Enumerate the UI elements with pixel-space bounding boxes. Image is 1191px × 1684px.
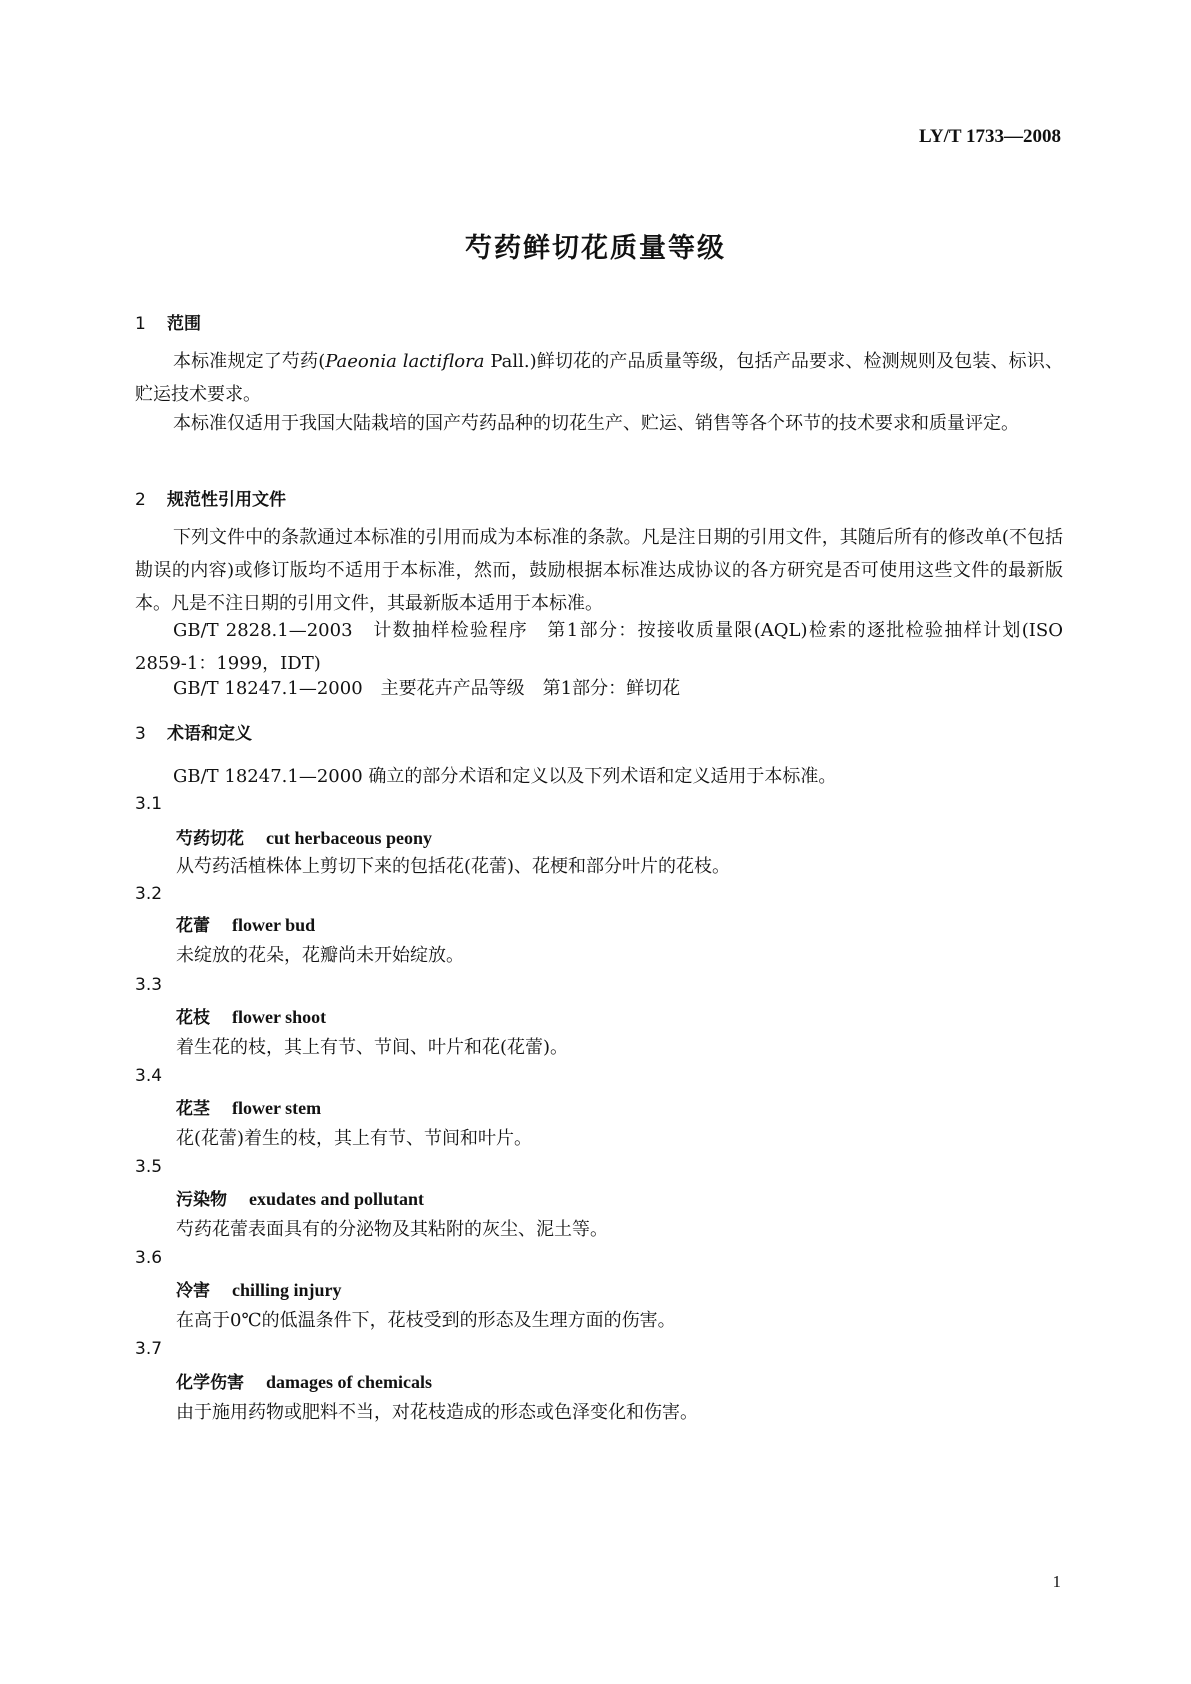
term-cn: 冷害 (176, 1281, 210, 1301)
latin-name: Paeonia lactiflora (325, 351, 485, 372)
term-heading (176, 1368, 432, 1393)
text-run: 本标准规定了芍药( (173, 351, 326, 372)
term-number: 3.7 (135, 1339, 163, 1359)
section-1-heading (135, 309, 201, 334)
term-heading (176, 824, 432, 849)
term-cn: 花茎 (176, 1099, 210, 1119)
section-number: 1 (135, 314, 146, 334)
term-heading (176, 1094, 321, 1119)
term-number: 3.2 (135, 884, 163, 904)
term-cn: 污染物 (176, 1190, 227, 1210)
term-heading (176, 1276, 342, 1301)
term-number: 3.1 (135, 794, 163, 814)
term-definition: 花(花蕾)着生的枝，其上有节、节间和叶片。 (176, 1128, 533, 1149)
term-cn: 花枝 (176, 1008, 210, 1028)
page-number: 1 (1052, 1572, 1061, 1591)
term-heading (176, 1003, 326, 1028)
page-title: 芍药鲜切花质量等级 (465, 233, 726, 264)
term-definition: 着生花的枝，其上有节、节间、叶片和花(花蕾)。 (176, 1037, 569, 1058)
term-en: flower shoot (232, 1007, 327, 1027)
section-2-paragraph: 下列文件中的条款通过本标准的引用而成为本标准的条款。凡是注日期的引用文件，其随后所有的修改单(不包括勘误的内容)或修订版均不适用于本标准，然而，鼓励根据本标准达成协议的各方研究是否可使用这些文件的最新版本。凡是不注日期的引用文件，其最新版本适用于本标准。 (135, 527, 1063, 614)
term-en: cut herbaceous peony (266, 828, 432, 848)
term-definition: 从芍药活植株体上剪切下来的包括花(花蕾)、花梗和部分叶片的花枝。 (176, 856, 731, 877)
term-en: chilling injury (232, 1280, 342, 1300)
text-run: Pall.)鲜切花的产品质量等级，包括产品要求、检测规则及包装、标识、贮运技术要求。 (135, 351, 1063, 405)
term-en: exudates and pollutant (249, 1189, 425, 1209)
section-title: 范围 (167, 314, 201, 334)
term-en: flower bud (232, 915, 316, 935)
term-number: 3.5 (135, 1157, 163, 1177)
term-heading (176, 1185, 424, 1210)
term-en: damages of chemicals (266, 1372, 432, 1392)
term-number: 3.4 (135, 1066, 163, 1086)
term-definition: 芍药花蕾表面具有的分泌物及其粘附的灰尘、泥土等。 (176, 1219, 608, 1240)
section-title: 术语和定义 (167, 724, 252, 744)
term-heading (176, 911, 315, 936)
term-number: 3.3 (135, 975, 163, 995)
term-definition: 由于施用药物或肥料不当，对花枝造成的形态或色泽变化和伤害。 (176, 1402, 698, 1423)
term-cn: 芍药切花 (176, 829, 244, 849)
section-1-paragraph-1 (135, 345, 1063, 411)
section-1-paragraph-2: 本标准仅适用于我国大陆栽培的国产芍药品种的切花生产、贮运、销售等各个环节的技术要求和质量评定。 (173, 413, 1019, 434)
section-2-heading (135, 485, 286, 510)
section-3-heading (135, 719, 252, 744)
term-number: 3.6 (135, 1248, 163, 1268)
term-definition: 在高于0℃的低温条件下，花枝受到的形态及生理方面的伤害。 (176, 1310, 676, 1331)
term-cn: 化学伤害 (176, 1373, 244, 1393)
normative-reference-1: GB/T 2828.1—2003 计数抽样检验程序 第1部分：按接收质量限(AQL)检索的逐批检验抽样计划(ISO 2859-1：1999，IDT) (135, 620, 1063, 674)
term-en: flower stem (232, 1098, 322, 1118)
section-number: 3 (135, 724, 146, 744)
standard-code: LY/T 1733—2008 (918, 126, 1061, 147)
term-cn: 花蕾 (176, 916, 210, 936)
section-number: 2 (135, 490, 146, 510)
normative-reference-2: GB/T 18247.1—2000 主要花卉产品等级 第1部分：鲜切花 (173, 678, 681, 699)
section-3-intro: GB/T 18247.1—2000 确立的部分术语和定义以及下列术语和定义适用于本标准。 (173, 766, 837, 787)
section-title: 规范性引用文件 (167, 490, 286, 510)
term-definition: 未绽放的花朵，花瓣尚未开始绽放。 (176, 945, 464, 966)
